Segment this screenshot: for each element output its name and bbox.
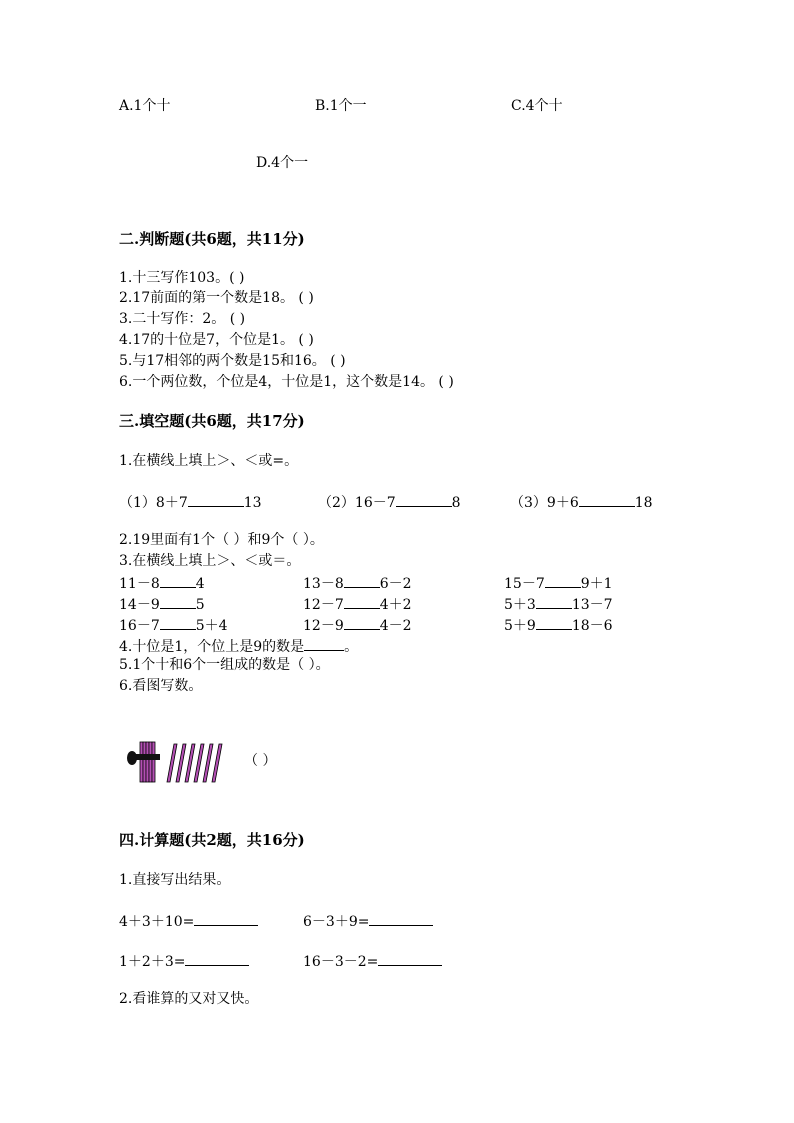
fill-q1-part-1 (119, 494, 262, 510)
section-3-title: 三.填空题(共6题，共17分) (119, 412, 305, 430)
compare-item (504, 596, 613, 612)
judge-item-2: 2.17前面的第一个数是18。 ( ) (119, 290, 314, 306)
answer-blank[interactable] (344, 617, 380, 630)
compare-item (303, 596, 412, 612)
compare-left: 12－9 (303, 618, 344, 634)
calc-expression: 16－3－2= (303, 954, 379, 970)
compare-right: 6－2 (379, 576, 412, 592)
compare-left: 14－9 (119, 597, 160, 613)
compare-left: 15－7 (504, 576, 545, 592)
answer-blank[interactable] (536, 596, 572, 609)
judge-item-3: 3.二十写作：2。 ( ) (119, 311, 246, 327)
answer-blank[interactable] (160, 596, 196, 609)
fill-q6-answer[interactable]: （ ） (244, 753, 277, 769)
calc-item (119, 953, 249, 969)
answer-blank[interactable] (160, 575, 196, 588)
compare-left: 16－7 (119, 618, 160, 634)
answer-blank[interactable] (188, 494, 244, 507)
answer-blank[interactable] (194, 913, 258, 926)
fill-q4 (119, 638, 358, 654)
compare-left: 13－8 (303, 576, 344, 592)
compare-left: 11－8 (119, 576, 160, 592)
option-d: D.4个一 (256, 155, 309, 171)
answer-blank[interactable] (344, 596, 380, 609)
answer-blank[interactable] (378, 953, 442, 966)
compare-right: 13－7 (571, 597, 613, 613)
fill-q6: 6.看图写数。 (119, 678, 203, 694)
calc-expression: 4＋3＋10= (119, 914, 195, 930)
fill-q1-part-3 (510, 494, 653, 510)
calc-expression: 6－3＋9= (303, 914, 370, 930)
counting-sticks-image (126, 738, 236, 786)
compare-left: 5＋9 (504, 618, 536, 634)
section-2-title: 二.判断题(共6题，共11分) (119, 230, 305, 248)
judge-item-5: 5.与17相邻的两个数是15和16。 ( ) (119, 353, 346, 369)
compare-item (119, 596, 205, 612)
calc-expression: 1＋2＋3= (119, 954, 186, 970)
answer-blank[interactable] (160, 617, 196, 630)
answer-blank[interactable] (545, 575, 581, 588)
judge-item-6: 6.一个两位数，个位是4，十位是1，这个数是14。 ( ) (119, 374, 454, 390)
compare-right: 5＋4 (195, 618, 228, 634)
fill-q1-part-1-right: 13 (243, 495, 262, 511)
fill-q5: 5.1个十和6个一组成的数是（ ）。 (119, 657, 330, 673)
answer-blank[interactable] (185, 953, 249, 966)
answer-blank[interactable] (579, 494, 635, 507)
compare-item (303, 617, 412, 633)
fill-q2: 2.19里面有1个（ ）和9个（ ）。 (119, 532, 324, 548)
compare-right: 4 (195, 576, 205, 592)
answer-blank[interactable] (396, 494, 452, 507)
fill-q1-part-1-left: （1）8＋7 (119, 495, 188, 511)
single-sticks (167, 744, 222, 782)
calc-item (119, 913, 258, 929)
judge-item-1: 1.十三写作103。( ) (119, 270, 245, 286)
compare-right: 5 (195, 597, 205, 613)
compare-left: 5＋3 (504, 597, 536, 613)
compare-right: 9＋1 (580, 576, 613, 592)
fill-q4-end: 。 (344, 639, 359, 655)
fill-q1-part-2-right: 8 (451, 495, 461, 511)
judge-item-4: 4.17的十位是7，个位是1。 ( ) (119, 332, 314, 348)
option-c: C.4个十 (511, 98, 563, 114)
stick-bundle-icon (127, 742, 160, 782)
compare-right: 4－2 (379, 618, 412, 634)
fill-q4-text: 4.十位是1，个位上是9的数是 (119, 639, 305, 655)
calc-q2: 2.看谁算的又对又快。 (119, 991, 259, 1007)
answer-blank[interactable] (536, 617, 572, 630)
option-a: A.1个十 (119, 98, 171, 114)
compare-item (504, 575, 613, 591)
fill-q1-part-2-left: （2）16－7 (318, 495, 396, 511)
fill-q1-prompt: 1.在横线上填上＞、＜或=。 (119, 453, 299, 469)
fill-q3-prompt: 3.在横线上填上＞、＜或＝。 (119, 553, 301, 569)
fill-q1-part-2 (318, 494, 461, 510)
compare-item (119, 617, 228, 633)
answer-blank[interactable] (304, 638, 344, 651)
calc-item (303, 913, 433, 929)
compare-right: 4＋2 (379, 597, 412, 613)
fill-q1-part-3-left: （3）9＋6 (510, 495, 579, 511)
fill-q1-part-3-right: 18 (634, 495, 653, 511)
compare-left: 12－7 (303, 597, 344, 613)
option-b: B.1个一 (315, 98, 367, 114)
compare-item (119, 575, 205, 591)
answer-blank[interactable] (369, 913, 433, 926)
compare-item (303, 575, 412, 591)
compare-item (504, 617, 613, 633)
calc-item (303, 953, 442, 969)
section-4-title: 四.计算题(共2题，共16分) (119, 831, 305, 849)
calc-q1-prompt: 1.直接写出结果。 (119, 872, 231, 888)
answer-blank[interactable] (344, 575, 380, 588)
compare-right: 18－6 (571, 618, 613, 634)
